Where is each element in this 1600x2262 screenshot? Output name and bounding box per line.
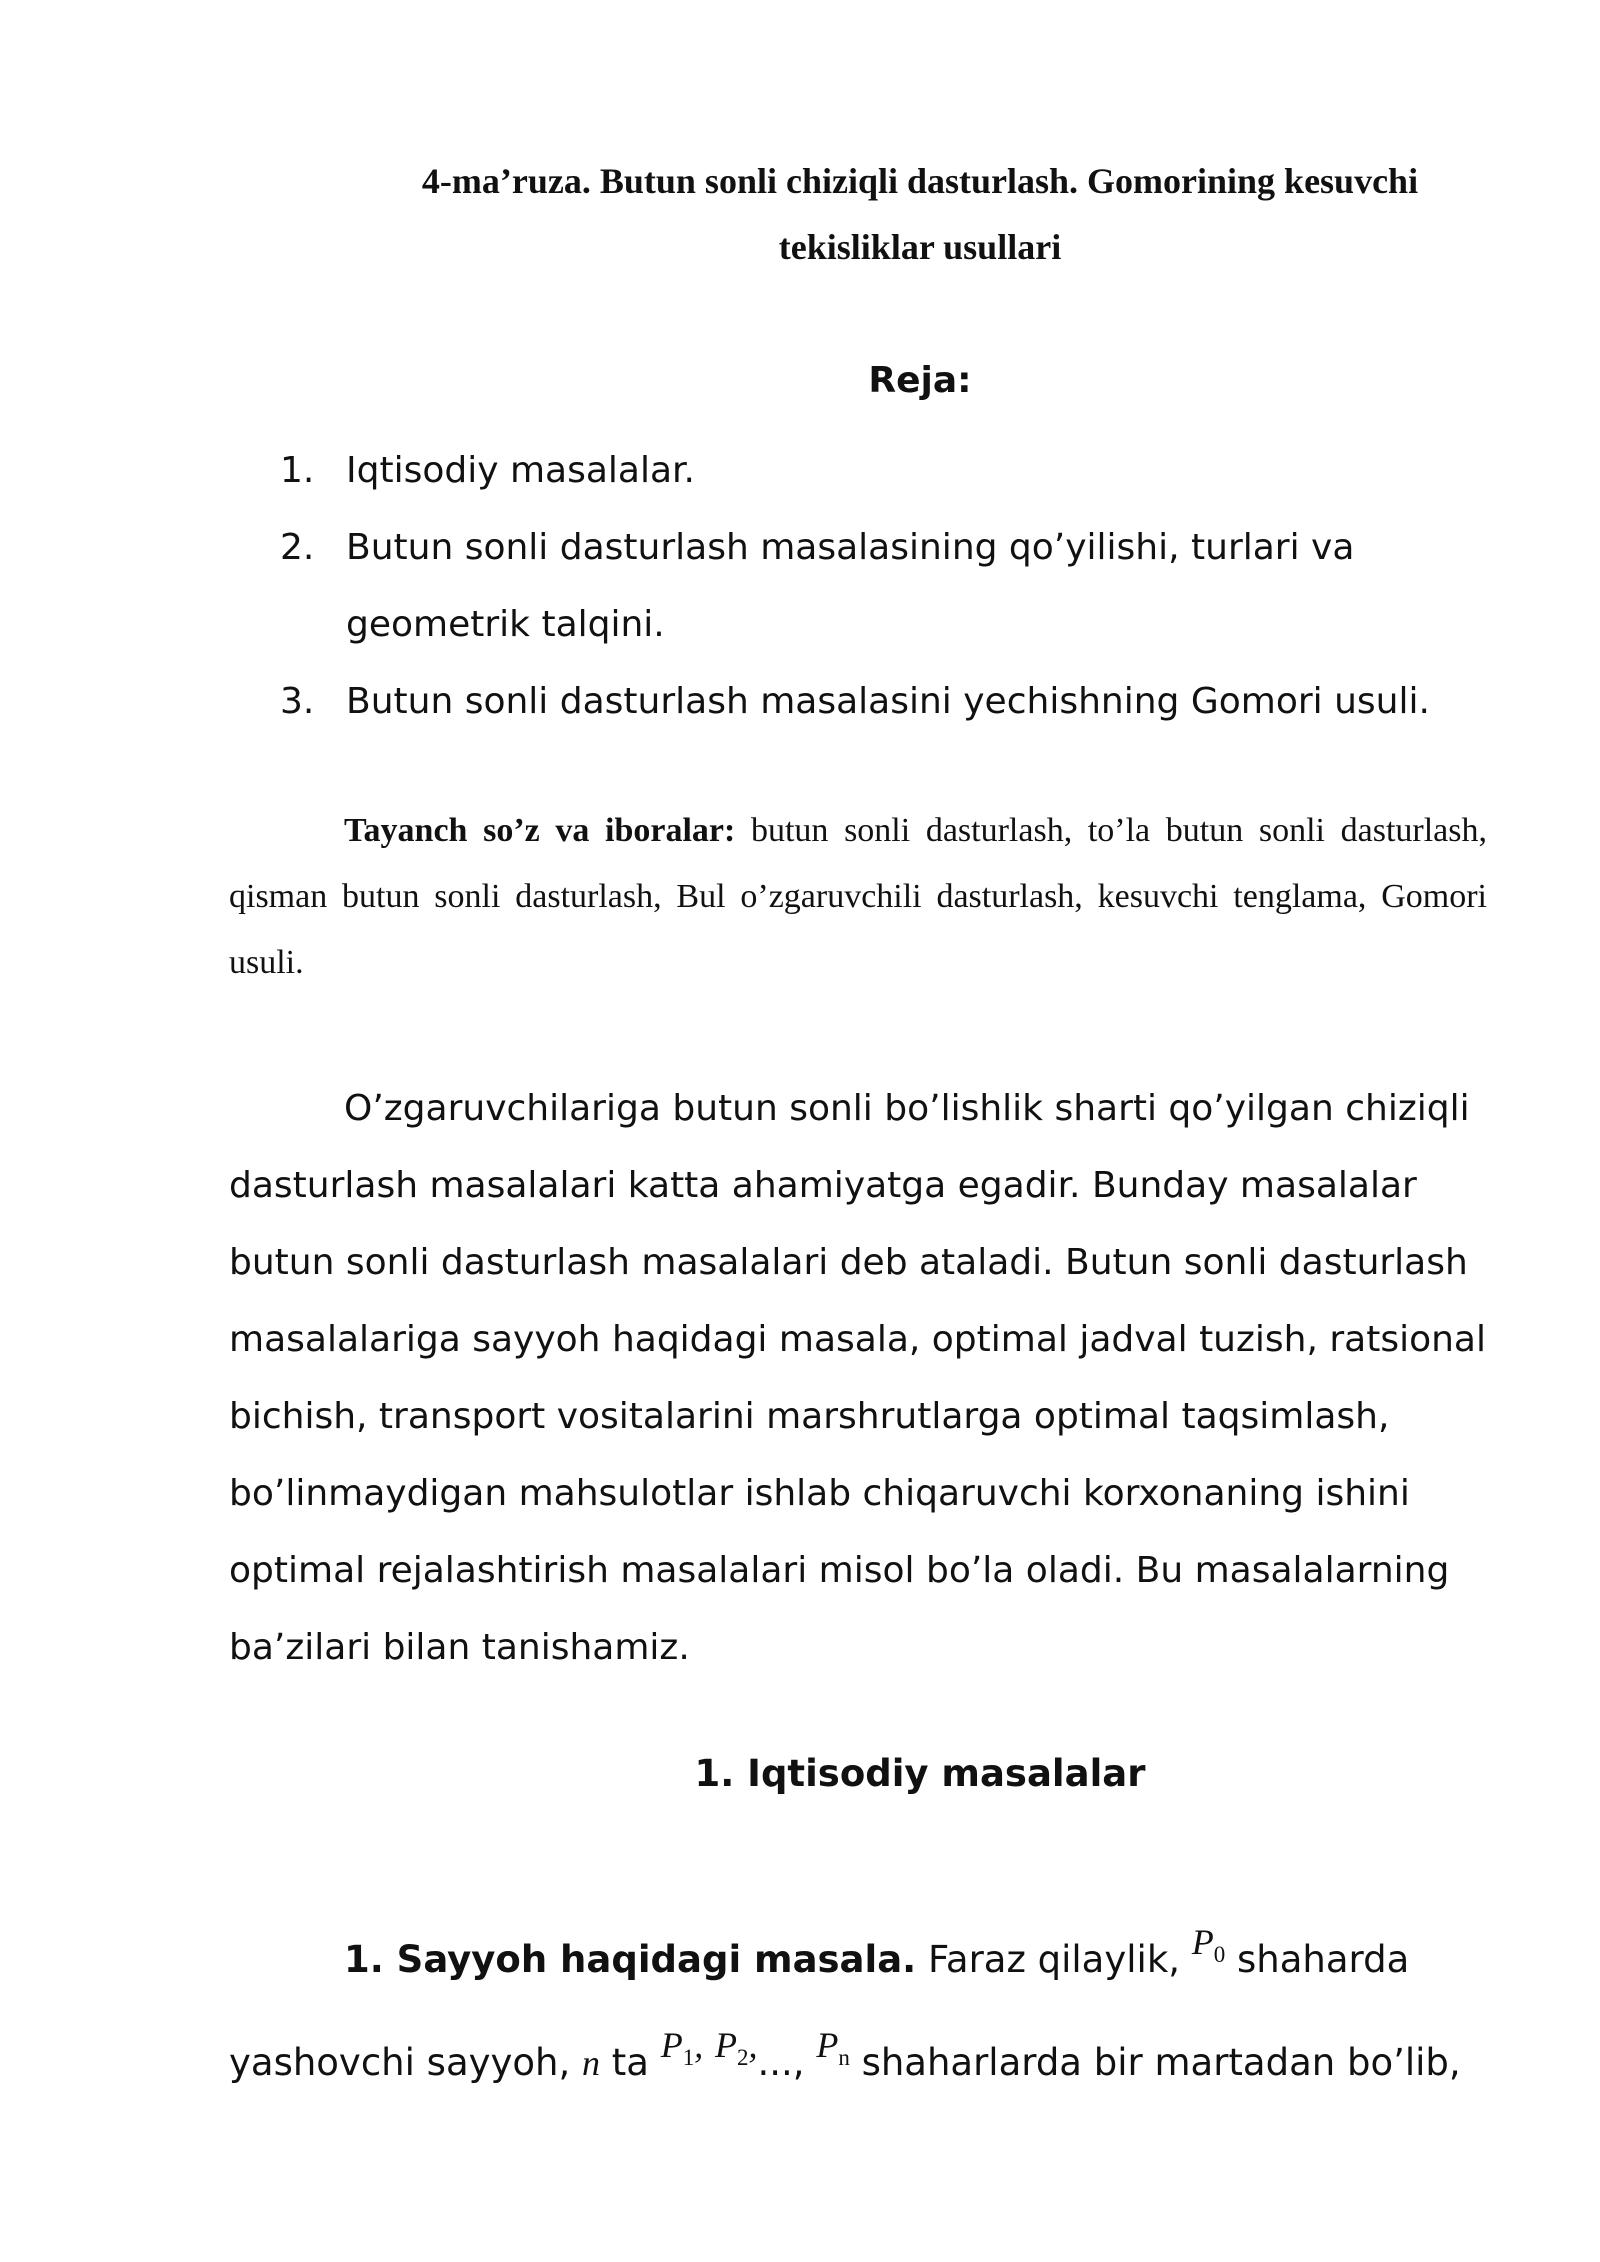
math-p2 xyxy=(715,2025,758,2071)
problem-text: ta xyxy=(600,2041,661,2085)
problem-text: Faraz qilaylik, xyxy=(916,1938,1192,1981)
math-pn xyxy=(816,2025,850,2071)
keywords-paragraph xyxy=(229,798,1487,996)
intro-paragraph xyxy=(229,1070,1499,1686)
plan-item-text: Butun sonli dasturlash masalasini yechishning Gomori usuli. xyxy=(346,681,1430,722)
math-p0 xyxy=(1191,1922,1226,1968)
problem-line-1 xyxy=(229,1915,1499,2018)
intro-line: optimal rejalashtirish masalalari misol bo’la oladi. Bu masalalarning xyxy=(229,1550,1450,1591)
intro-line: dasturlash masalalari katta ahamiyatga egadir. Bunday masalalar xyxy=(229,1165,1417,1206)
math-subscript: n xyxy=(838,2045,850,2071)
plan-item-2 xyxy=(280,509,1480,663)
math-comma: , xyxy=(748,2025,758,2066)
math-subscript: 0 xyxy=(1213,1942,1226,1968)
intro-line: bo’linmaydigan mahsulotlar ishlab chiqaruvchi korxonaning ishini xyxy=(229,1473,1410,1514)
keywords-text: butun sonli dasturlash, to’la butun sonli dasturlash, qisman butun sonli dasturlash, Bul o’zgaruvchili dasturlash, kesuvchi tenglama, Gomori usuli. xyxy=(229,812,1487,981)
problem-paragraph xyxy=(229,1915,1499,2121)
plan-item-number: 2. xyxy=(280,527,315,568)
math-ellipsis: ..., xyxy=(757,2041,805,2085)
intro-line: O’zgaruvchilariga butun sonli bo’lishlik sharti qo’yilgan chiziqli xyxy=(344,1088,1470,1129)
math-symbol: P xyxy=(660,2025,683,2066)
math-n: n xyxy=(582,2043,601,2084)
problem-text: shaharda xyxy=(1225,1938,1410,1981)
intro-line: bichish, transport vositalarini marshrutlarga optimal taqsimlash, xyxy=(229,1396,1390,1437)
problem-text: yashovchi sayyoh, xyxy=(229,2041,583,2085)
plan-item-1 xyxy=(280,432,1480,509)
plan-item-text: Iqtisodiy masalalar. xyxy=(346,450,695,491)
intro-line: butun sonli dasturlash masalalari deb ataladi. Butun sonli dasturlash xyxy=(229,1242,1468,1283)
plan-item-number: 3. xyxy=(280,681,315,722)
section-heading: 1. Iqtisodiy masalalar xyxy=(694,1752,1146,1795)
intro-line: masalalariga sayyoh haqidagi masala, optimal jadval tuzish, ratsional xyxy=(229,1319,1486,1360)
plan-item-3 xyxy=(280,663,1480,740)
math-comma: , xyxy=(694,2025,704,2066)
plan-item-number: 1. xyxy=(280,450,315,491)
problem-label: 1. Sayyoh haqidagi masala. xyxy=(344,1938,917,1981)
math-symbol: P xyxy=(1191,1922,1214,1962)
math-p1 xyxy=(660,2025,704,2071)
math-symbol: P xyxy=(816,2025,839,2066)
intro-line: ba’zilari bilan tanishamiz. xyxy=(229,1627,690,1668)
plan-heading: Reja: xyxy=(868,360,972,401)
plan-item-text-continued: geometrik talqini. xyxy=(346,604,665,645)
math-subscript: 2 xyxy=(737,2045,749,2071)
keywords-label: Tayanch so’z va iboralar: xyxy=(344,812,736,849)
lecture-title xyxy=(300,148,1540,280)
plan-list xyxy=(280,432,1480,740)
math-symbol: P xyxy=(715,2025,737,2066)
math-subscript: 1 xyxy=(682,2045,695,2071)
plan-item-text: Butun sonli dasturlash masalasining qo’yilishi, turlari va xyxy=(346,527,1355,568)
problem-line-2 xyxy=(229,2018,1499,2121)
title-line-1: 4-ma’ruza. Butun sonli chiziqli dasturlash. Gomorining kesuvchi xyxy=(421,161,1419,201)
title-line-2: tekisliklar usullari xyxy=(778,227,1062,267)
problem-text: shaharlarda bir martadan bo’lib, xyxy=(849,2041,1461,2085)
